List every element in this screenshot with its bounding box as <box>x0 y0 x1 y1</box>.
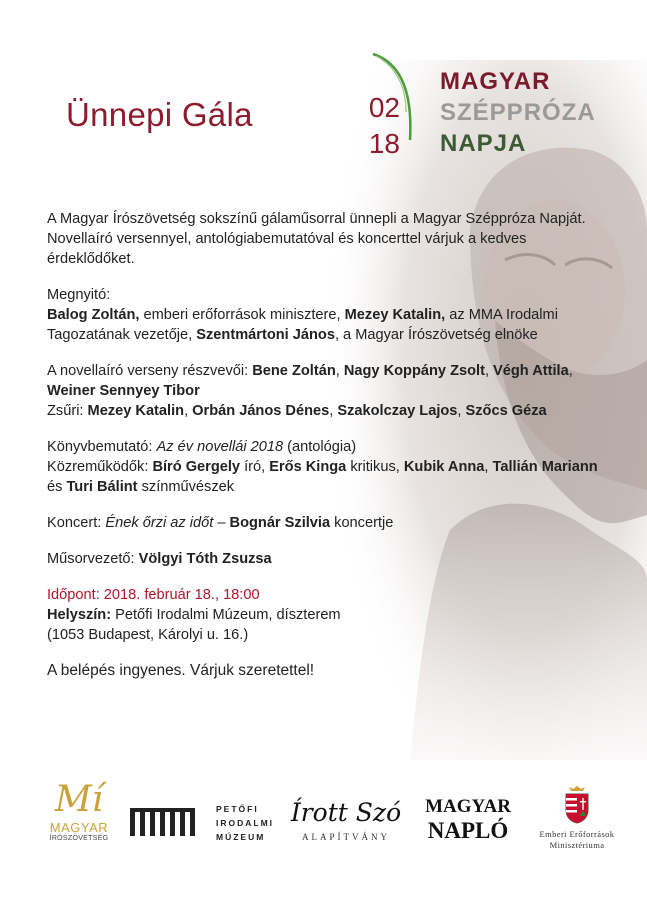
competition-section <box>47 361 607 421</box>
separator: , <box>484 459 493 475</box>
jury-member-2: Orbán János Dénes <box>192 403 330 419</box>
opening-section <box>47 285 607 345</box>
mi-line-1: MAGYAR <box>49 820 109 835</box>
mi-mark: Mí <box>54 779 104 820</box>
date-month: 02 <box>368 92 400 123</box>
naplo-line-1: MAGYAR <box>425 796 511 817</box>
coat-of-arms-icon <box>562 786 592 824</box>
date-day: 18 <box>368 128 400 159</box>
sponsor-logos <box>0 770 647 900</box>
details-section <box>47 585 607 645</box>
event-brand <box>440 66 596 159</box>
separator: , <box>329 403 338 419</box>
magyar-iroszovetseg-logo <box>38 780 120 842</box>
petofi-irodalmi-muzeum-logo <box>128 800 278 850</box>
brand-line-1: MAGYAR <box>440 68 551 95</box>
closing-text: A belépés ingyenes. Várjuk szeretettel! <box>47 662 315 679</box>
competitor-3: Végh Attila <box>493 363 569 379</box>
opening-role-3: , a Magyar Írószövetség elnöke <box>334 327 538 343</box>
jury-label: Zsűri: <box>47 403 88 419</box>
irott-line-2: ALAPÍTVÁNY <box>302 832 390 842</box>
contributors-label: Közreműködők: <box>47 459 153 475</box>
separator: , <box>335 363 344 379</box>
opening-person-1: Balog Zoltán, <box>47 307 140 323</box>
book-note: (antológia) <box>283 439 357 455</box>
emmi-logo <box>522 786 632 851</box>
brand-line-3: NAPJA <box>440 130 527 157</box>
irott-line-1: Írott Szó <box>290 798 402 827</box>
opening-role-1: emberi erőforrások minisztere, <box>139 307 345 323</box>
book-title: Az év novellái 2018 <box>156 439 284 455</box>
venue-name: Petőfi Irodalmi Múzeum, díszterem <box>115 607 341 623</box>
host-name: Völgyi Tóth Zsuzsa <box>138 551 272 567</box>
dash: – <box>213 515 230 531</box>
separator: , <box>568 363 573 379</box>
opening-role-2: az MMA Irodalmi Tagozatának vezetője, <box>47 307 558 343</box>
naplo-line-2: NAPLÓ <box>427 818 509 843</box>
emmi-line-1: Emberi Erőforrások <box>539 829 615 839</box>
conjunction: és <box>47 479 67 495</box>
book-section <box>47 437 607 497</box>
intro-paragraph: A Magyar Írószövetség sokszínű gálaműsorral ünnepli a Magyar Széppróza Napját. Novellaíró versennyel, antológiabemutatóval és koncerttel várjuk a kedves érdeklődőket. <box>47 211 586 267</box>
contributor-1: Bíró Gergely <box>152 459 241 475</box>
host-label: Műsorvezető: <box>47 551 139 567</box>
opening-label: Megnyitó: <box>47 287 111 303</box>
book-label: Könyvbemutató: <box>47 439 157 455</box>
jury-member-4: Szőcs Géza <box>465 403 547 419</box>
competitor-1: Bene Zoltán <box>252 363 336 379</box>
program-content <box>47 209 607 697</box>
concert-suffix: koncertje <box>330 515 394 531</box>
opening-person-2: Mezey Katalin, <box>344 307 446 323</box>
contributor-2: Erős Kinga <box>269 459 347 475</box>
contributor-1-role: író, <box>240 459 270 475</box>
event-date <box>360 90 400 162</box>
venue-label: Helyszín: <box>47 607 116 623</box>
concert-label: Koncert: <box>47 515 106 531</box>
page-title: Ünnepi Gála <box>66 96 253 133</box>
event-time: Időpont: 2018. február 18., 18:00 <box>47 587 260 603</box>
competitor-4: Weiner Sennyey Tibor <box>47 383 200 399</box>
pim-line-3: MÚZEUM <box>216 832 266 842</box>
jury-member-1: Mezey Katalin <box>87 403 185 419</box>
pim-line-2: IRODALMI <box>216 818 275 828</box>
host-section <box>47 549 607 569</box>
contributor-5-role: színművészek <box>137 479 235 495</box>
separator: , <box>484 363 494 379</box>
opening-person-3: Szentmártoni János <box>196 327 335 343</box>
magyar-naplo-logo <box>418 796 518 844</box>
concert-performer: Bognár Szilvia <box>229 515 331 531</box>
brand-line-2: SZÉPPRÓZA <box>440 99 596 126</box>
separator: , <box>184 403 193 419</box>
separator: , <box>457 403 466 419</box>
emmi-line-2: Minisztériuma <box>549 840 605 850</box>
jury-member-3: Szakolczay Lajos <box>337 403 458 419</box>
contributor-3: Kubik Anna <box>403 459 485 475</box>
irott-szo-alapitvany-logo <box>282 798 410 842</box>
contributor-5: Turi Bálint <box>66 479 138 495</box>
contributor-2-role: kritikus, <box>346 459 404 475</box>
pim-bars-icon <box>128 802 208 842</box>
competition-label: A novellaíró verseny részvevői: <box>47 363 253 379</box>
competitor-2: Nagy Koppány Zsolt <box>343 363 485 379</box>
mi-line-2: ÍRÓSZÖVETSÉG <box>49 835 109 842</box>
pim-line-1: PETŐFI <box>216 804 259 814</box>
contributor-4: Tallián Mariann <box>492 459 598 475</box>
venue-address: (1053 Budapest, Károlyi u. 16.) <box>47 627 249 643</box>
concert-section <box>47 513 607 533</box>
concert-title: Ének őrzi az időt <box>105 515 214 531</box>
